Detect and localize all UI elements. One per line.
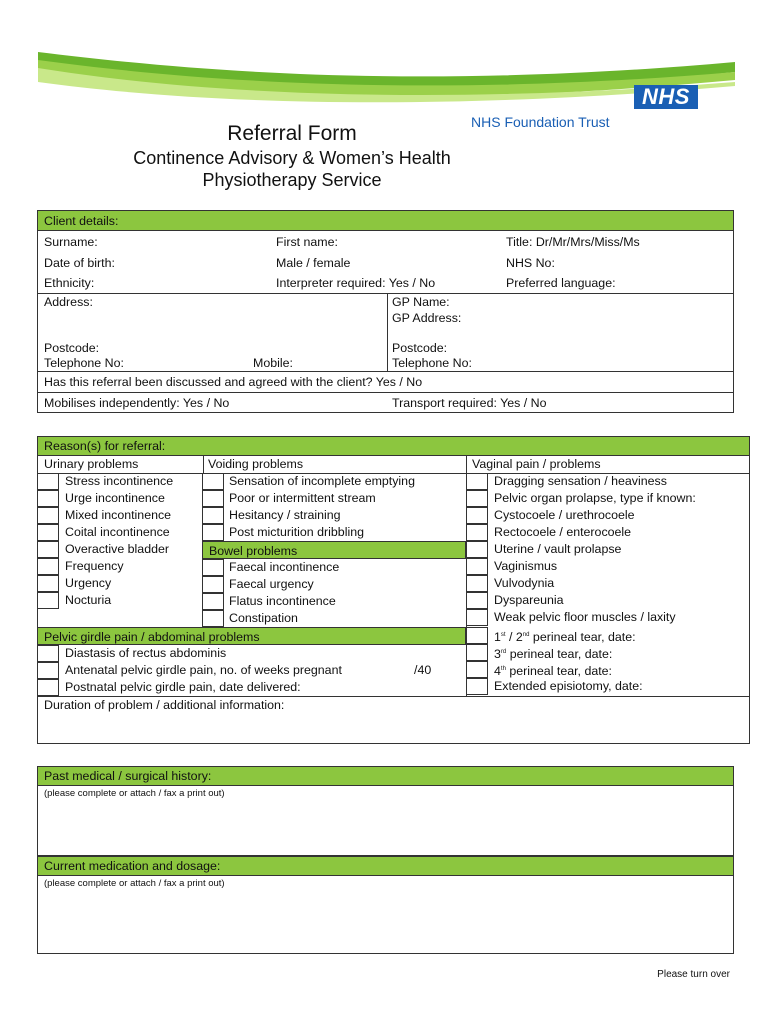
checkbox-incomplete-emptying[interactable] [202,473,224,490]
checkbox-dragging[interactable] [466,473,488,490]
checkbox-episiotomy[interactable] [466,678,488,695]
pelvic-item: Postnatal pelvic girdle pain, date delivered: [65,680,301,694]
postcode-field[interactable]: Postcode: [44,341,100,355]
vaginal-item: Rectocoele / enterocoele [494,525,632,539]
checkbox-urge[interactable] [37,490,59,507]
vaginal-item: Uterine / vault prolapse [494,542,622,556]
urinary-item: Nocturia [65,593,112,607]
history-heading: Past medical / surgical history: [38,767,733,786]
voiding-heading: Voiding problems [208,457,304,471]
form-subtitle-1: Continence Advisory & Women’s Health [133,148,451,168]
checkbox-nocturia[interactable] [37,592,59,609]
checkbox-antenatal[interactable] [37,662,59,679]
voiding-item: Poor or intermittent stream [229,491,376,505]
title-field[interactable]: Title: Dr/Mr/Mrs/Miss/Ms [506,235,640,249]
checkbox-prolapse[interactable] [466,490,488,507]
urinary-heading: Urinary problems [44,457,139,471]
tear-3-label: 3rd perineal tear, date: [494,647,613,662]
history-section [37,766,734,856]
surname-field[interactable]: Surname: [44,235,98,249]
urinary-item: Stress incontinence [65,474,174,488]
dob-field[interactable]: Date of birth: [44,256,115,270]
urinary-item: Overactive bladder [65,542,169,556]
first-name-field[interactable]: First name: [276,235,338,249]
reasons-heading: Reason(s) for referral: [38,437,749,456]
checkbox-uterine[interactable] [466,541,488,558]
checkbox-hesitancy[interactable] [202,507,224,524]
mobilises-field[interactable]: Mobilises independently: Yes / No [44,396,230,410]
checkbox-cystocoele[interactable] [466,507,488,524]
pelvic-item: Diastasis of rectus abdominis [65,646,227,660]
gp-address-field[interactable]: GP Address: [392,311,462,325]
vaginal-item: Vaginismus [494,559,558,573]
urinary-item: Urge incontinence [65,491,165,505]
voiding-item: Hesitancy / straining [229,508,341,522]
vaginal-item: Weak pelvic floor muscles / laxity [494,610,676,624]
vaginal-heading: Vaginal pain / problems [472,457,601,471]
tear-4-label: 4th perineal tear, date: [494,664,613,679]
discussed-field[interactable]: Has this referral been discussed and agreed with the client? Yes / No [44,375,423,389]
checkbox-dyspareunia[interactable] [466,592,488,609]
vaginal-item: Pelvic organ prolapse, type if known: [494,491,696,505]
checkbox-faecal-incontinence[interactable] [202,559,224,576]
checkbox-rectocoele[interactable] [466,524,488,541]
telephone-field[interactable]: Telephone No: [44,356,124,370]
checkbox-urgency[interactable] [37,575,59,592]
history-note: (please complete or attach / fax a print out) [44,788,225,799]
bowel-item: Flatus incontinence [229,594,336,608]
checkbox-overactive[interactable] [37,541,59,558]
bowel-item: Constipation [229,611,298,625]
mobile-field[interactable]: Mobile: [253,356,293,370]
checkbox-diastasis[interactable] [37,645,59,662]
checkbox-faecal-urgency[interactable] [202,576,224,593]
gp-name-field[interactable]: GP Name: [392,295,450,309]
pelvic-item: Antenatal pelvic girdle pain, no. of weeks pregnant [65,663,342,677]
vaginal-item: Dragging sensation / heaviness [494,474,667,488]
checkbox-tear-3[interactable] [466,644,488,661]
gp-postcode-field[interactable]: Postcode: [392,341,448,355]
checkbox-vulvodynia[interactable] [466,575,488,592]
vaginal-item: Extended episiotomy, date: [494,679,643,693]
bowel-heading: Bowel problems [202,541,466,559]
nhs-badge: NHS [634,85,698,109]
checkbox-dribbling[interactable] [202,524,224,541]
address-field[interactable]: Address: [44,295,93,309]
checkbox-flatus[interactable] [202,593,224,610]
weeks-suffix: /40 [414,663,432,677]
urinary-item: Mixed incontinence [65,508,172,522]
checkbox-stress[interactable] [37,473,59,490]
language-field[interactable]: Preferred language: [506,276,616,290]
form-title: Referral Form [227,122,357,145]
checkbox-mixed[interactable] [37,507,59,524]
bowel-item: Faecal incontinence [229,560,340,574]
vaginal-item: Vulvodynia [494,576,555,590]
logo-trust-name: NHS Foundation Trust [471,114,610,130]
transport-field[interactable]: Transport required: Yes / No [392,396,547,410]
ethnicity-field[interactable]: Ethnicity: [44,276,95,290]
pelvic-heading: Pelvic girdle pain / abdominal problems [37,627,466,645]
nhs-no-field[interactable]: NHS No: [506,256,555,270]
checkbox-weak-pelvic-floor[interactable] [466,609,488,626]
duration-field[interactable]: Duration of problem / additional information: [44,698,285,712]
turn-over-note: Please turn over [657,969,730,980]
vaginal-item: Cystocoele / urethrocoele [494,508,635,522]
bowel-item: Faecal urgency [229,577,314,591]
medication-note: (please complete or attach / fax a print out) [44,878,225,889]
checkbox-postnatal[interactable] [37,679,59,696]
urinary-item: Coital incontinence [65,525,170,539]
checkbox-coital[interactable] [37,524,59,541]
voiding-item: Post micturition dribbling [229,525,364,539]
checkbox-tear-1-2[interactable] [466,627,488,644]
client-details-heading: Client details: [38,211,733,231]
gender-field[interactable]: Male / female [276,256,351,270]
urinary-item: Urgency [65,576,112,590]
interpreter-field[interactable]: Interpreter required: Yes / No [276,276,436,290]
checkbox-tear-4[interactable] [466,661,488,678]
checkbox-poor-stream[interactable] [202,490,224,507]
voiding-item: Sensation of incomplete emptying [229,474,415,488]
medication-section [37,856,734,954]
checkbox-vaginismus[interactable] [466,558,488,575]
medication-heading: Current medication and dosage: [38,857,733,876]
tear-1-2-label: 1st / 2nd perineal tear, date: [494,630,636,645]
urinary-item: Frequency [65,559,124,573]
checkbox-constipation[interactable] [202,610,224,627]
gp-telephone-field[interactable]: Telephone No: [392,356,472,370]
checkbox-frequency[interactable] [37,558,59,575]
vaginal-item: Dyspareunia [494,593,564,607]
form-subtitle-2: Physiotherapy Service [202,170,382,190]
